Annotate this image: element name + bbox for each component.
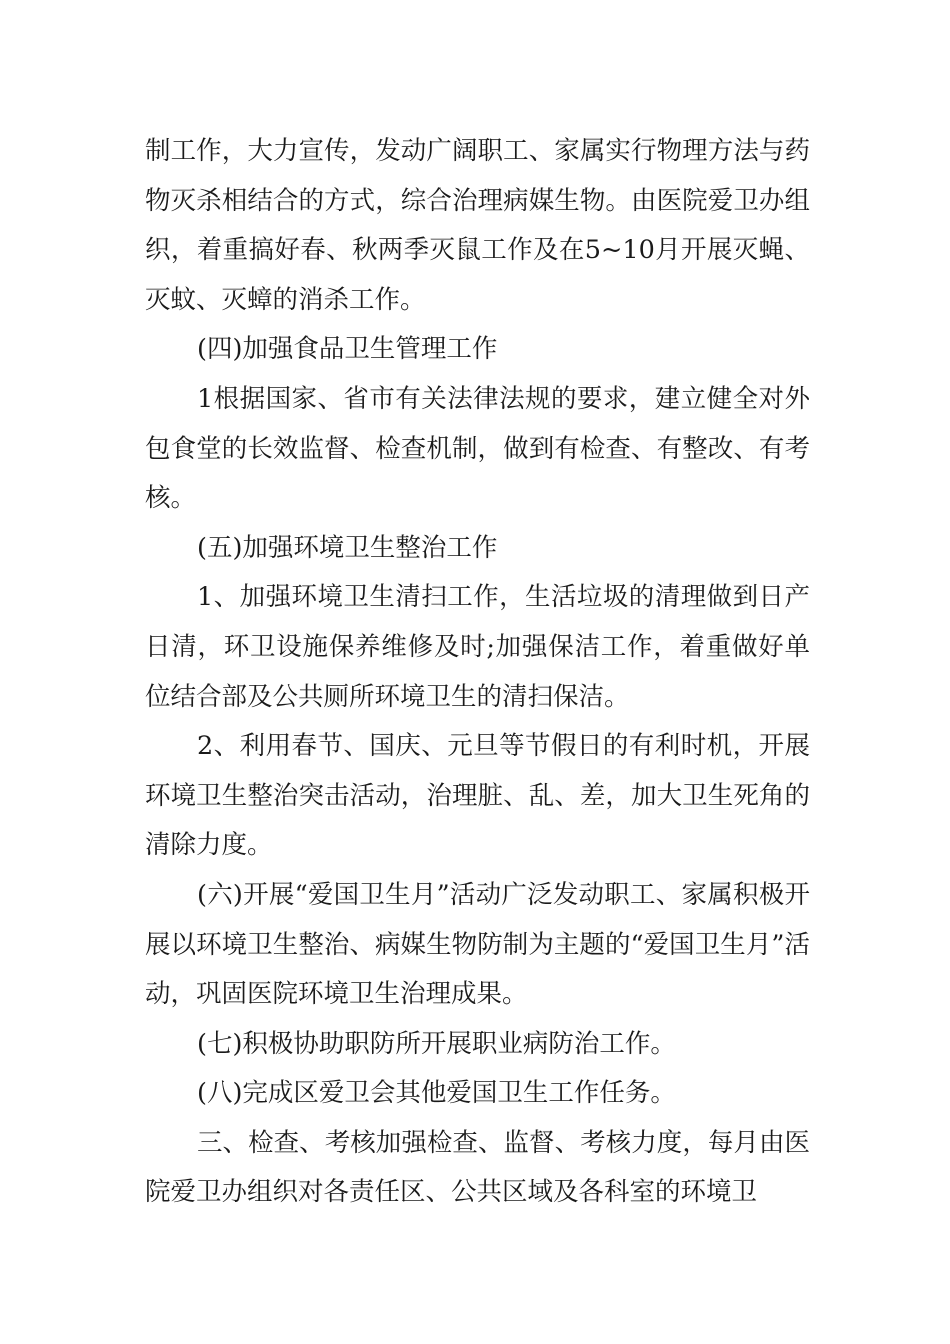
paragraph: 2、利用春节、国庆、元旦等节假日的有利时机，开展环境卫生整治突击活动，治理脏、乱、差，加大卫生死角的清除力度。 xyxy=(145,731,810,861)
section-heading: (五)加强环境卫生整治工作 xyxy=(197,532,498,563)
section-heading: (四)加强食品卫生管理工作 xyxy=(197,334,498,365)
paragraph: (七)积极协助职防所开展职业病防治工作。 xyxy=(197,1028,676,1059)
paragraph: 制工作，大力宣传，发动广阔职工、家属实行物理方法与药物灭杀相结合的方式，综合治理病媒生物。由医院爱卫办组织，着重搞好春、秋两季灭鼠工作及在5~10月开展灭蝇、灭蚊、灭蟑的消杀工作。 xyxy=(145,136,810,315)
paragraph: 1根据国家、省市有关法律法规的要求，建立健全对外包食堂的长效监督、检查机制，做到有检查、有整改、有考核。 xyxy=(145,383,810,514)
paragraph: (八)完成区爱卫会其他爱国卫生工作任务。 xyxy=(197,1078,676,1109)
document-body xyxy=(145,127,810,1218)
paragraph: (六)开展“爱国卫生月”活动广泛发动职工、家属积极开展以环境卫生整治、病媒生物防制为主题的“爱国卫生月”活动，巩固医院环境卫生治理成果。 xyxy=(145,879,810,1010)
paragraph: 三、检查、考核加强检查、监督、考核力度，每月由医院爱卫办组织对各责任区、公共区域及各科室的环境卫 xyxy=(145,1127,810,1208)
paragraph: 1、加强环境卫生清扫工作，生活垃圾的清理做到日产日清，环卫设施保养维修及时;加强保洁工作，着重做好单位结合部及公共厕所环境卫生的清扫保洁。 xyxy=(145,582,810,712)
